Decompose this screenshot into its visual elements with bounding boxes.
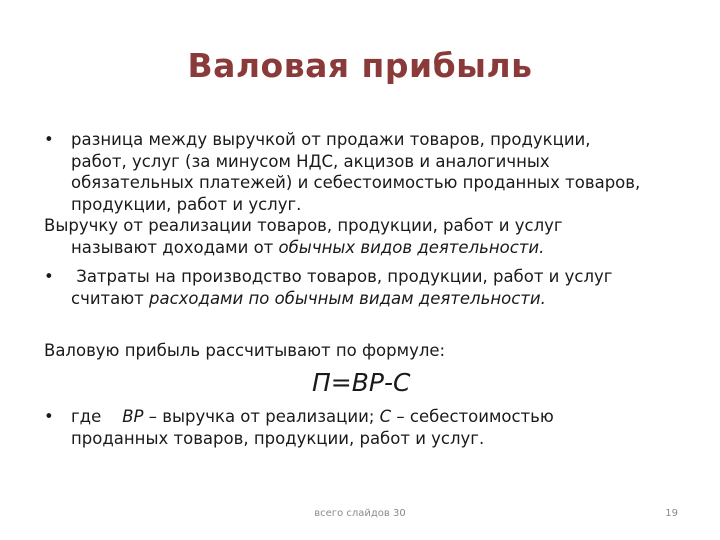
legend-vr-desc: – выручка от реализации; [143,407,380,426]
costs-line-2-text: считают [71,288,150,308]
legend-paragraph [71,406,554,449]
bullet-marker: • [44,130,54,149]
definition-line-4: продукции, работ и услуг. [71,194,302,214]
costs-line-2 [71,288,612,310]
formula: П=ВР-С [312,368,411,397]
definition-line-1: разница между выручкой от продажи товаров, продукции, [71,130,591,149]
revenue-line-2 [44,237,563,259]
slide-count: всего слайдов 30 [314,508,406,519]
formula-intro: Валовую прибыль рассчитывают по формуле: [44,341,446,360]
costs-line-2-emphasis: расходами по обычным видам деятельности. [149,288,546,308]
legend-c-desc: – себестоимостью [391,407,554,426]
revenue-line-2-emphasis: обычных видов деятельности. [278,237,545,257]
definition-paragraph [71,129,640,215]
revenue-line-1: Выручку от реализации товаров, продукции, работ и услуг [44,216,563,235]
legend-line-1 [71,406,554,428]
legend-symbol-c: С [379,407,392,426]
legend-where: где [71,407,123,426]
bullet-marker: • [44,407,54,426]
legend-line-2: проданных товаров, продукции, работ и услуг. [71,428,485,448]
legend-symbol-vr: ВР [122,407,144,426]
revenue-line-2-text: называют доходами от [71,237,279,257]
costs-line-1: Затраты на производство товаров, продукции, работ и услуг [71,267,613,286]
definition-line-3: обязательных платежей) и себестоимостью проданных товаров, [71,173,641,192]
costs-paragraph [71,266,612,309]
page-number: 19 [665,508,678,519]
slide-title: Валовая прибыль [187,46,533,85]
definition-line-2: работ, услуг (за минусом НДС, акцизов и аналогичных [71,151,550,171]
revenue-paragraph [44,215,563,258]
bullet-marker: • [44,267,54,286]
